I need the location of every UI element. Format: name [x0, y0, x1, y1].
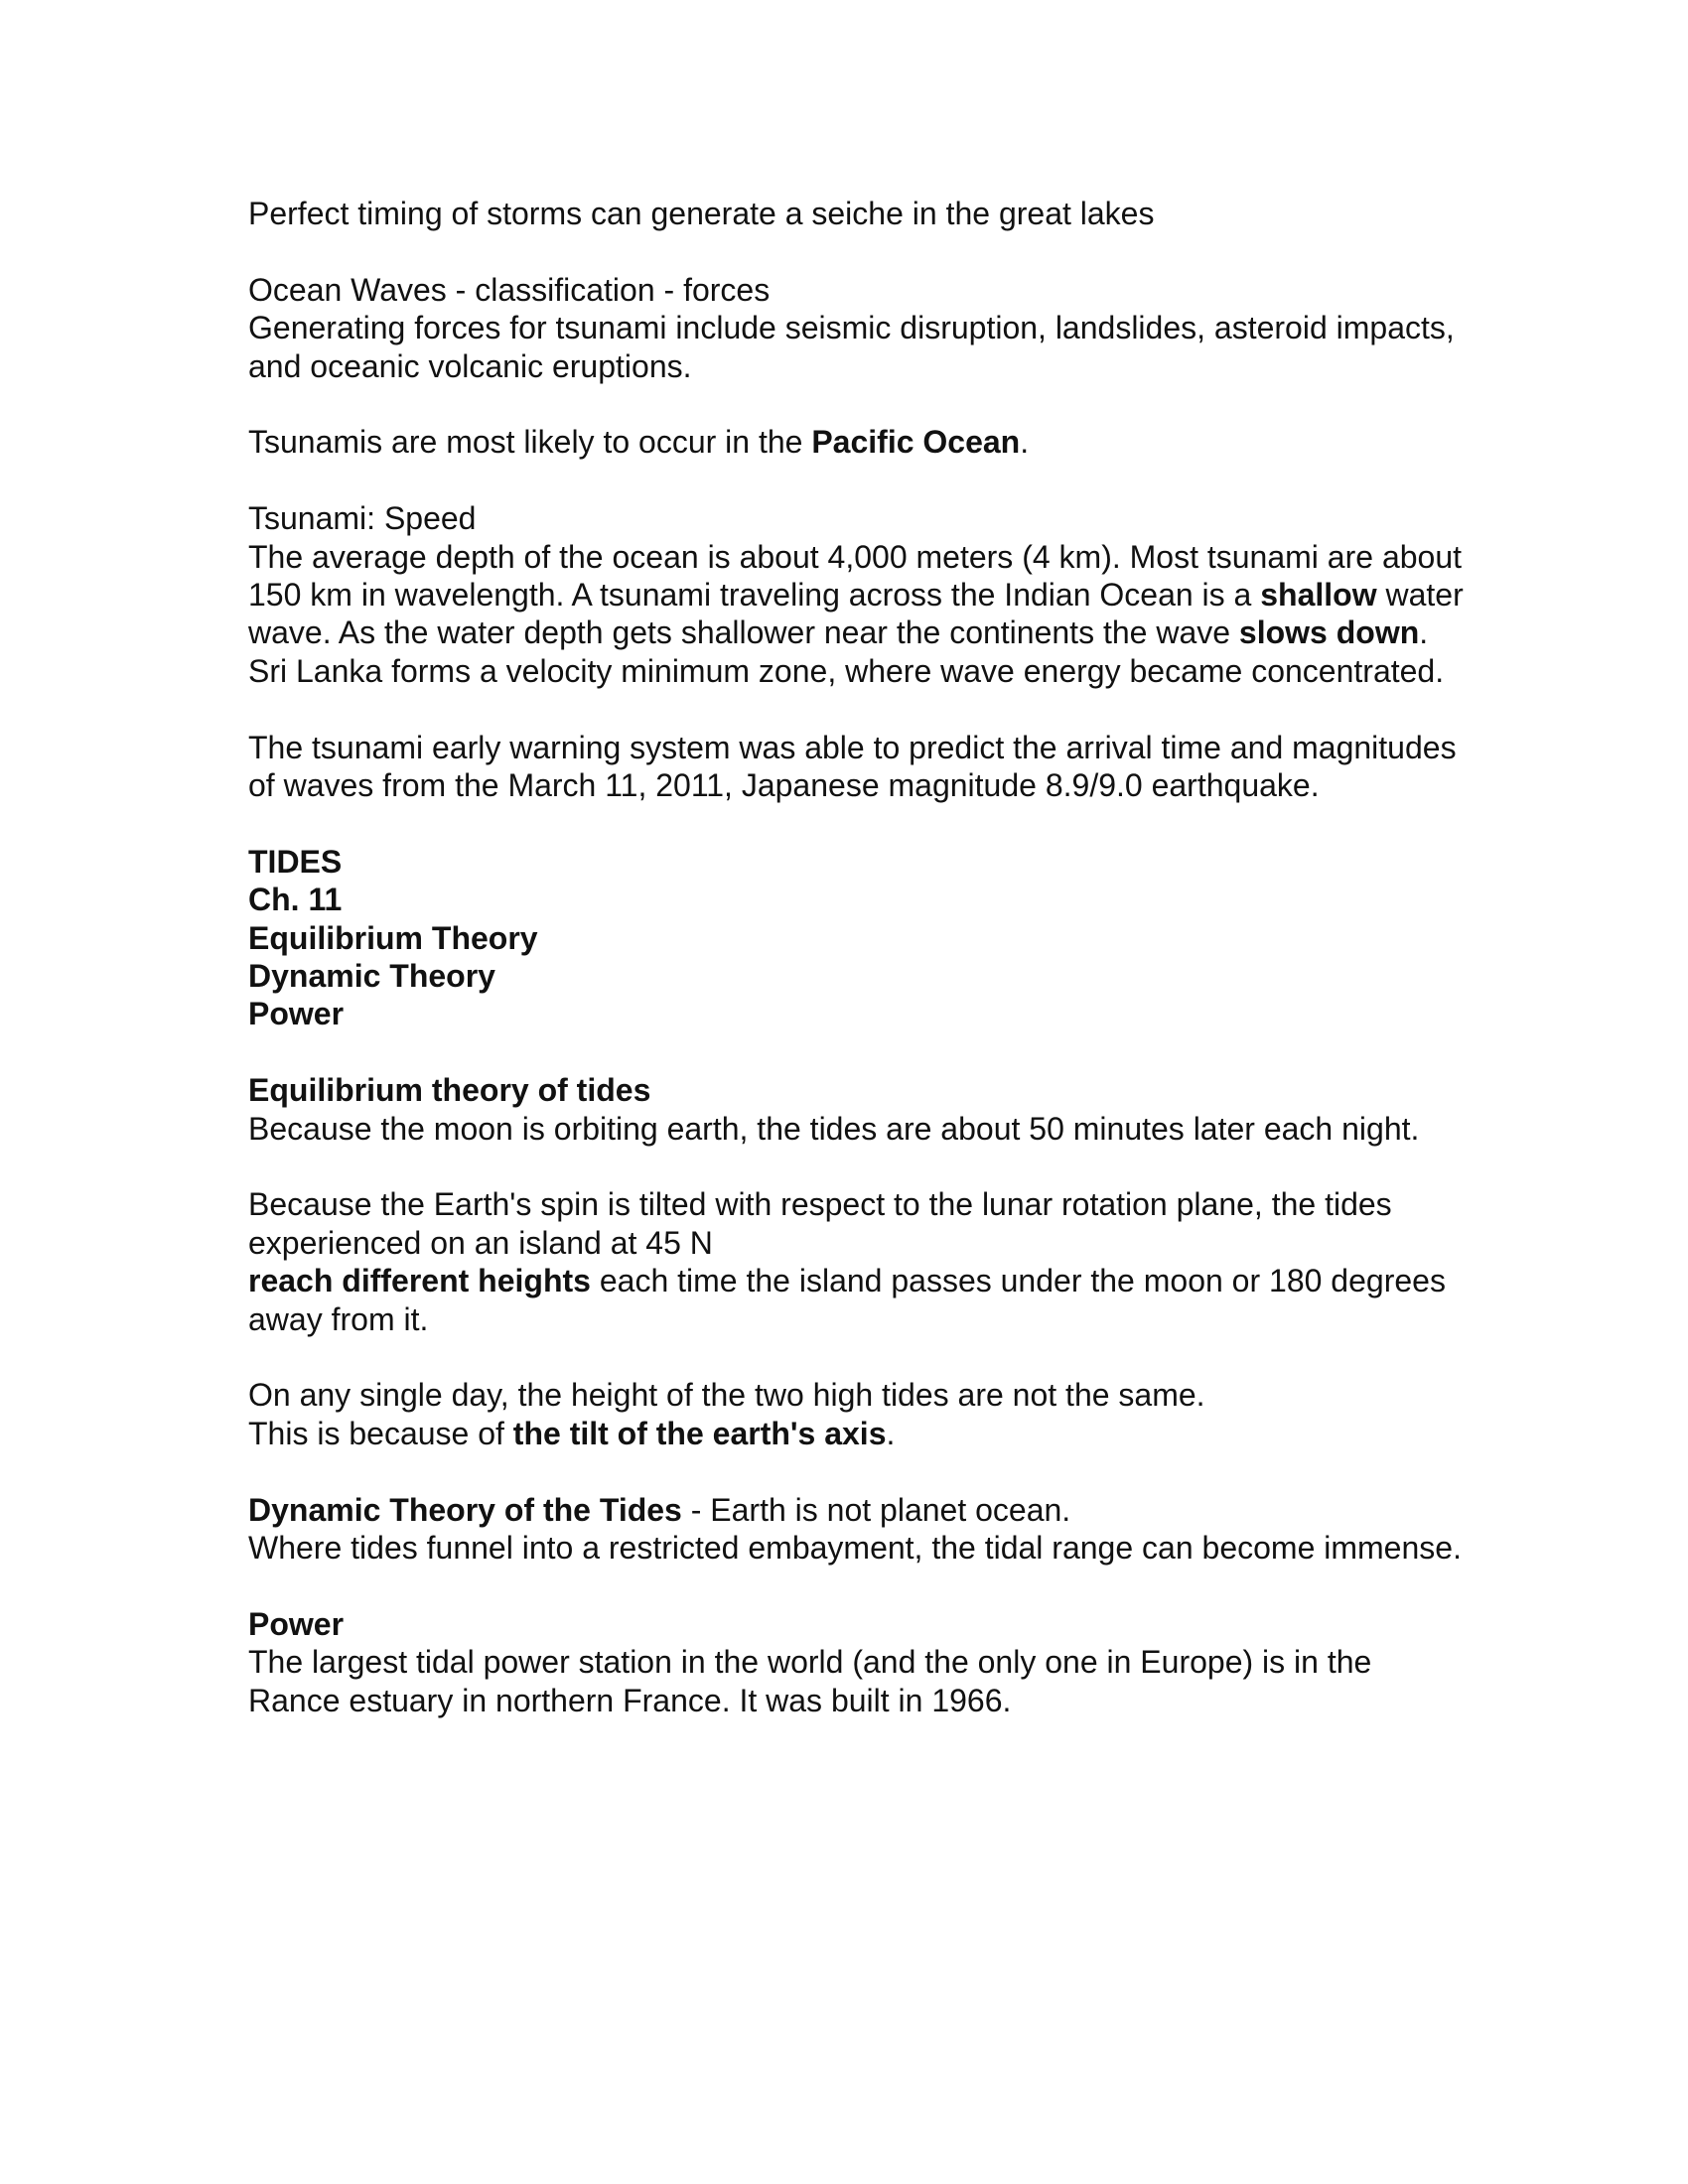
outline-dynamic: Dynamic Theory: [248, 958, 495, 995]
pacific-paragraph: [248, 423, 1470, 461]
dynamic-heading-line: [248, 1491, 1470, 1529]
power-paragraph: The largest tidal power station in the world (and the only one in Europe) is in the Rance estuary in northern France. It was built in 1966.: [248, 1644, 1372, 1718]
single-day-end: .: [886, 1415, 896, 1451]
equilibrium-heading: Equilibrium theory of tides: [248, 1072, 651, 1109]
seiche-paragraph: Perfect timing of storms can generate a seiche in the great lakes: [248, 196, 1155, 231]
speed-text-1: The average depth of the ocean is about 4,000 meters (4 km). Most tsunami are about 150 km in wavelength. A tsunami traveling across the Indian Ocean is a: [248, 538, 1463, 614]
pacific-end: .: [1020, 424, 1030, 461]
spacer: [248, 804, 1470, 842]
outline-tides: TIDES: [248, 843, 343, 880]
dynamic-heading-rest: - Earth is not planet ocean.: [681, 1491, 1071, 1528]
dynamic-paragraph: Where tides funnel into a restricted embayment, the tidal range can become immense.: [248, 1530, 1462, 1567]
speed-bold-shallow: shallow: [1260, 577, 1377, 614]
spacer: [248, 1033, 1470, 1071]
spacer: [248, 385, 1470, 423]
outline-power: Power: [248, 996, 345, 1032]
outline-equilibrium: Equilibrium Theory: [248, 919, 538, 956]
tilt-line-1: Because the Earth's spin is tilted with respect to the lunar rotation plane, the tides experienced on an island at 45 N: [248, 1186, 1392, 1261]
srilanka-paragraph: Sri Lanka forms a velocity minimum zone, where wave energy became concentrated.: [248, 652, 1445, 689]
spacer: [248, 232, 1470, 270]
spacer: [248, 1567, 1470, 1604]
single-day-line-1: On any single day, the height of the two high tides are not the same.: [248, 1377, 1205, 1414]
spacer: [248, 1148, 1470, 1185]
speed-text-2: water wave. As the water depth gets shallower near the continents the wave: [248, 577, 1464, 651]
pacific-bold: Pacific Ocean: [811, 424, 1021, 461]
speed-heading: Tsunami: Speed: [248, 500, 477, 537]
dynamic-heading: Dynamic Theory of the Tides: [248, 1491, 682, 1528]
single-day-bold: the tilt of the earth's axis: [512, 1415, 887, 1451]
waves-paragraph: Generating forces for tsunami include seismic disruption, landslides, asteroid impacts, and oceanic volcanic eruptions.: [248, 310, 1455, 384]
tilt-text: each time the island passes under the moon or 180 degrees away from it.: [248, 1263, 1446, 1337]
speed-bold-slows-down: slows down: [1238, 614, 1420, 651]
equilibrium-paragraph: Because the moon is orbiting earth, the tides are about 50 minutes later each night.: [248, 1110, 1420, 1147]
speed-text-3: .: [1419, 614, 1429, 651]
spacer: [248, 462, 1470, 499]
spacer: [248, 1452, 1470, 1490]
outline-chapter: Ch. 11: [248, 882, 343, 918]
tilt-line-2: [248, 1262, 1470, 1338]
spacer: [248, 690, 1470, 728]
single-day-line-2: [248, 1415, 1470, 1452]
single-day-text: This is because of: [248, 1415, 513, 1451]
pacific-text: Tsunamis are most likely to occur in the: [248, 424, 812, 461]
speed-paragraph: [248, 538, 1470, 652]
spacer: [248, 1338, 1470, 1376]
power-heading: Power: [248, 1605, 345, 1642]
waves-heading: Ocean Waves - classification - forces: [248, 271, 771, 308]
tilt-bold: reach different heights: [248, 1263, 591, 1299]
document-page: [248, 195, 1470, 1719]
warning-paragraph: The tsunami early warning system was able to predict the arrival time and magnitudes of waves from the March 11, 2011, Japanese magnitude 8.9/9.0 earthquake.: [248, 729, 1457, 804]
